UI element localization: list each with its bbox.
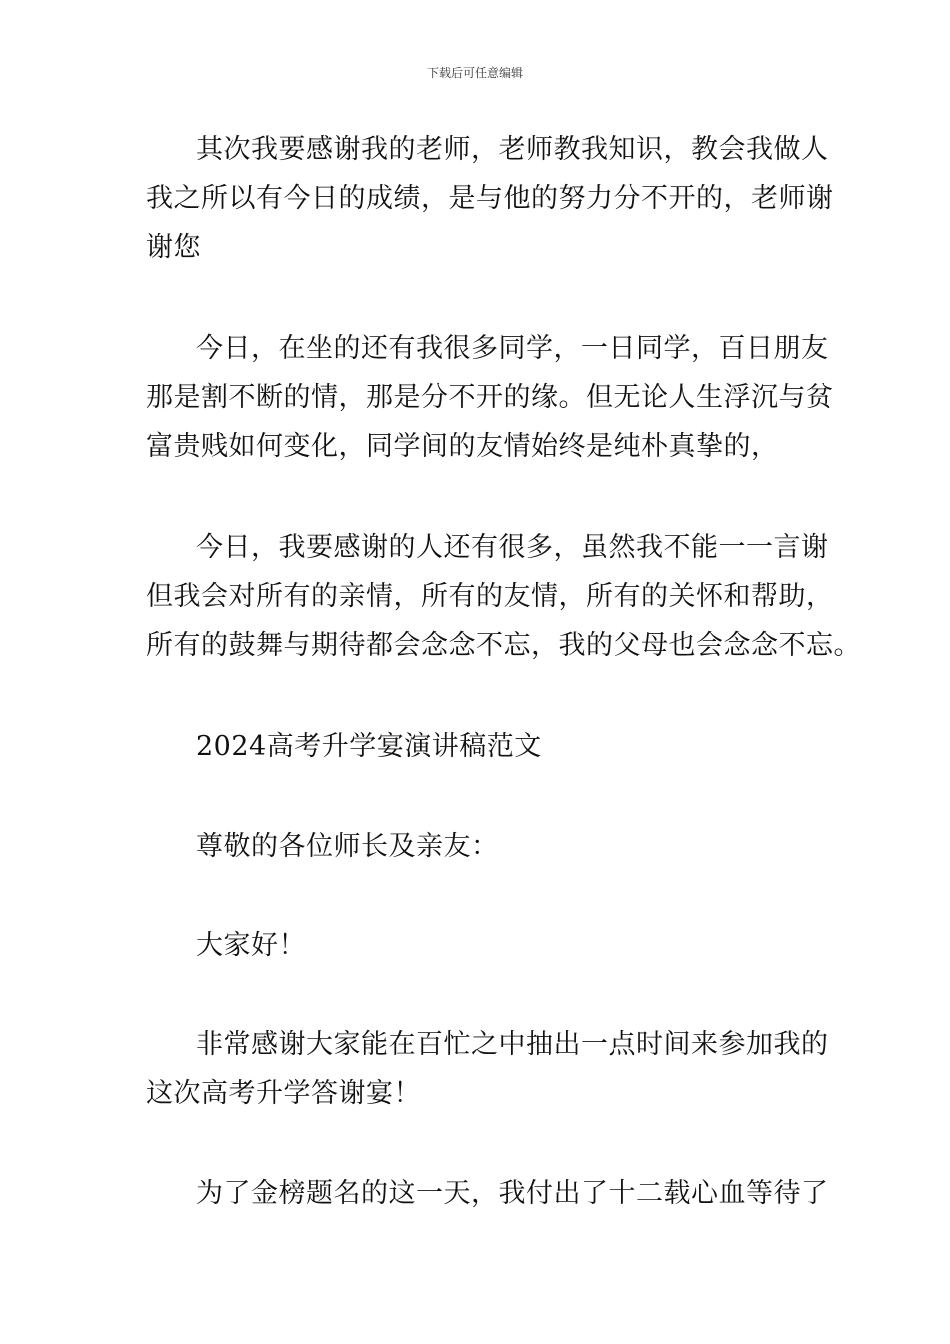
paragraph-3-line-1: 今日，我要感谢的人还有很多，虽然我不能一一言谢 [196, 532, 829, 563]
speech-title: 2024高考升学宴演讲稿范文 [196, 731, 542, 762]
greeting: 大家好！ [196, 930, 306, 961]
paragraph-7-line-1: 非常感谢大家能在百忙之中抽出一点时间来参加我的 [196, 1029, 829, 1060]
paragraph-3-line-2: 但我会对所有的亲情，所有的友情，所有的关怀和帮助， [146, 581, 834, 612]
paragraph-1-line-2: 我之所以有今日的成绩，是与他的努力分不开的，老师谢 [146, 183, 834, 214]
paragraph-2-line-3: 富贵贱如何变化，同学间的友情始终是纯朴真挚的， [146, 431, 779, 462]
paragraph-2-line-1: 今日，在坐的还有我很多同学，一日同学，百日朋友 [196, 333, 829, 364]
paragraph-3-line-3: 所有的鼓舞与期待都会念念不忘，我的父母也会念念不忘。 [146, 630, 861, 661]
paragraph-1-line-3: 谢您 [146, 232, 201, 263]
salutation: 尊敬的各位师长及亲友： [196, 831, 499, 862]
paragraph-8-line-1: 为了金榜题名的这一天，我付出了十二载心血等待了 [196, 1178, 829, 1209]
paragraph-1-line-1: 其次我要感谢我的老师，老师教我知识，教会我做人 [196, 134, 829, 165]
page-header: 下载后可任意编辑 [426, 66, 523, 80]
paragraph-7-line-2: 这次高考升学答谢宴！ [146, 1078, 421, 1109]
paragraph-2-line-2: 那是割不断的情，那是分不开的缘。但无论人生浮沉与贫 [146, 382, 834, 413]
